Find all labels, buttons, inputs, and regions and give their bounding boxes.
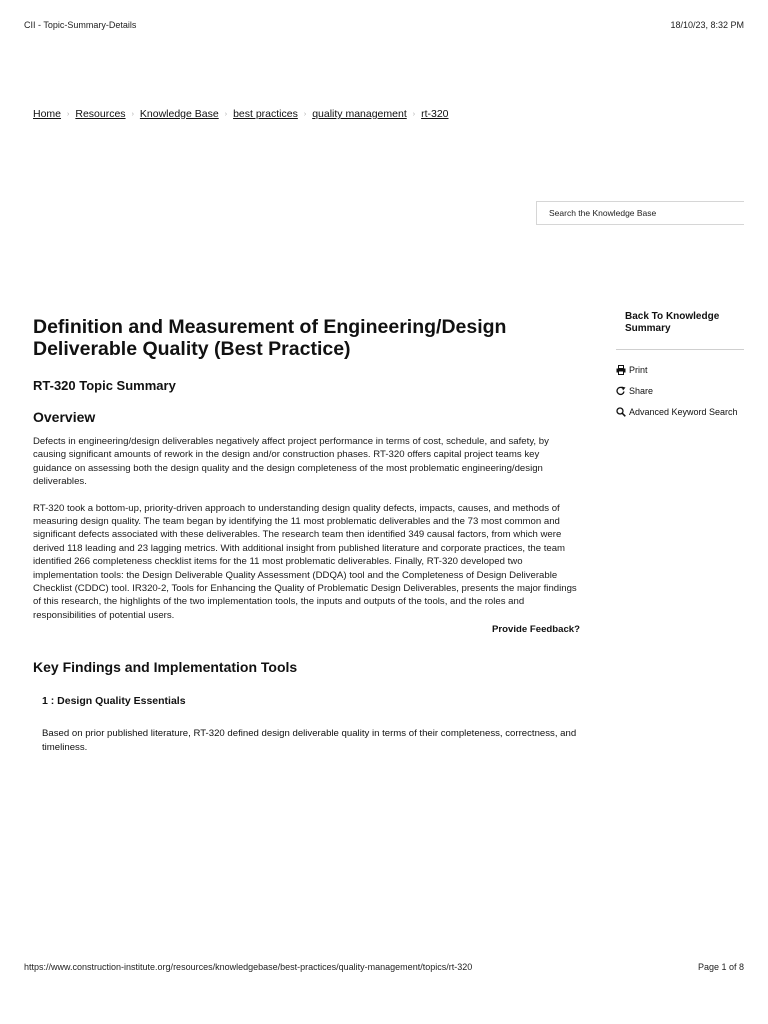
breadcrumb-resources[interactable]: Resources [75, 108, 126, 120]
finding-text: Based on prior published literature, RT-320 defined design deliverable quality in terms of their completeness, correctness, and timeliness. [42, 728, 577, 753]
breadcrumb-quality-management[interactable]: quality management [312, 108, 407, 120]
breadcrumb-separator-icon: › [224, 110, 228, 118]
breadcrumb-separator-icon: › [67, 110, 70, 118]
share-icon [616, 386, 626, 396]
page-number: Page 1 of 8 [697, 962, 744, 972]
breadcrumb-home[interactable]: Home [33, 108, 62, 120]
print-label: Print [629, 364, 648, 375]
print-action[interactable] [616, 364, 744, 375]
breadcrumb-separator-icon: › [303, 110, 307, 118]
overview-heading: Overview [33, 409, 96, 425]
share-action[interactable] [616, 385, 744, 396]
finding-title: 1 : Design Quality Essentials [42, 695, 186, 708]
topic-subtitle: RT-320 Topic Summary [33, 378, 176, 393]
search-icon [616, 407, 626, 417]
print-footer [24, 962, 744, 972]
advanced-keyword-search-label: Advanced Keyword Search [629, 406, 738, 417]
print-header [24, 20, 744, 30]
breadcrumb-separator-icon: › [412, 110, 416, 118]
overview-paragraph: RT-320 took a bottom-up, priority-driven approach to understanding design quality defects, impacts, causes, and methods of measuring design quality. The team began by identifying the 11 most problematic deliverables and the 73 most common and significant defects associated with these deliverables. The research team then identified 349 causal factors, from which were derived 118 leading and 23 lagging metrics. With additional insight from published literature and corporate practices, the team identified 266 completeness checklist items for the 11 most problematic deliverables. Finally, RT-320 developed two implementation tools: the Design Deliverable Quality Assessment (DDQA) tool and the Completeness of Design Deliverable Checklist (CDDC) tool. IR320-2, Tools for Enhancing the Quality of Problematic Design Deliverables, presents the major findings of this research, the highlights of the two implementation tools, the inputs and outputs of the tools, and the roles and responsibilities of potential users. [33, 502, 577, 621]
back-to-knowledge-summary-link[interactable]: Back To Knowledge Summary [616, 311, 744, 350]
breadcrumb-rt-320[interactable]: rt-320 [421, 108, 449, 120]
printer-icon [616, 365, 626, 375]
breadcrumb-best-practices[interactable]: best practices [233, 108, 298, 120]
print-header-title: CII - Topic-Summary-Details [24, 20, 137, 30]
breadcrumb-knowledge-base[interactable]: Knowledge Base [139, 108, 219, 120]
main-content [33, 316, 580, 754]
provide-feedback-link[interactable]: Provide Feedback? [492, 624, 580, 636]
search-input[interactable]: Search the Knowledge Base [536, 201, 744, 225]
breadcrumb-separator-icon: › [131, 110, 134, 118]
sidebar [616, 311, 744, 427]
overview-paragraph: Defects in engineering/design deliverables negatively affect project performance in terms of cost, schedule, and safety, by causing significant amounts of rework in the design and/or construction phases. RT-320 offers capital project teams key guidance on assessing both the design quality and the design completeness of the most problematic engineering/design deliverables. [33, 436, 549, 488]
share-label: Share [629, 385, 654, 396]
breadcrumb [33, 108, 449, 120]
advanced-keyword-search-action[interactable] [616, 406, 744, 417]
page-url: https://www.construction-institute.org/resources/knowledgebase/best-practices/quality-management/topics/rt-320 [24, 962, 473, 972]
page-title: Definition and Measurement of Engineering/Design Deliverable Quality (Best Practice) [33, 316, 507, 360]
sidebar-actions [616, 364, 744, 417]
key-findings-heading: Key Findings and Implementation Tools [33, 659, 298, 676]
print-header-datetime: 18/10/23, 8:32 PM [670, 20, 744, 30]
